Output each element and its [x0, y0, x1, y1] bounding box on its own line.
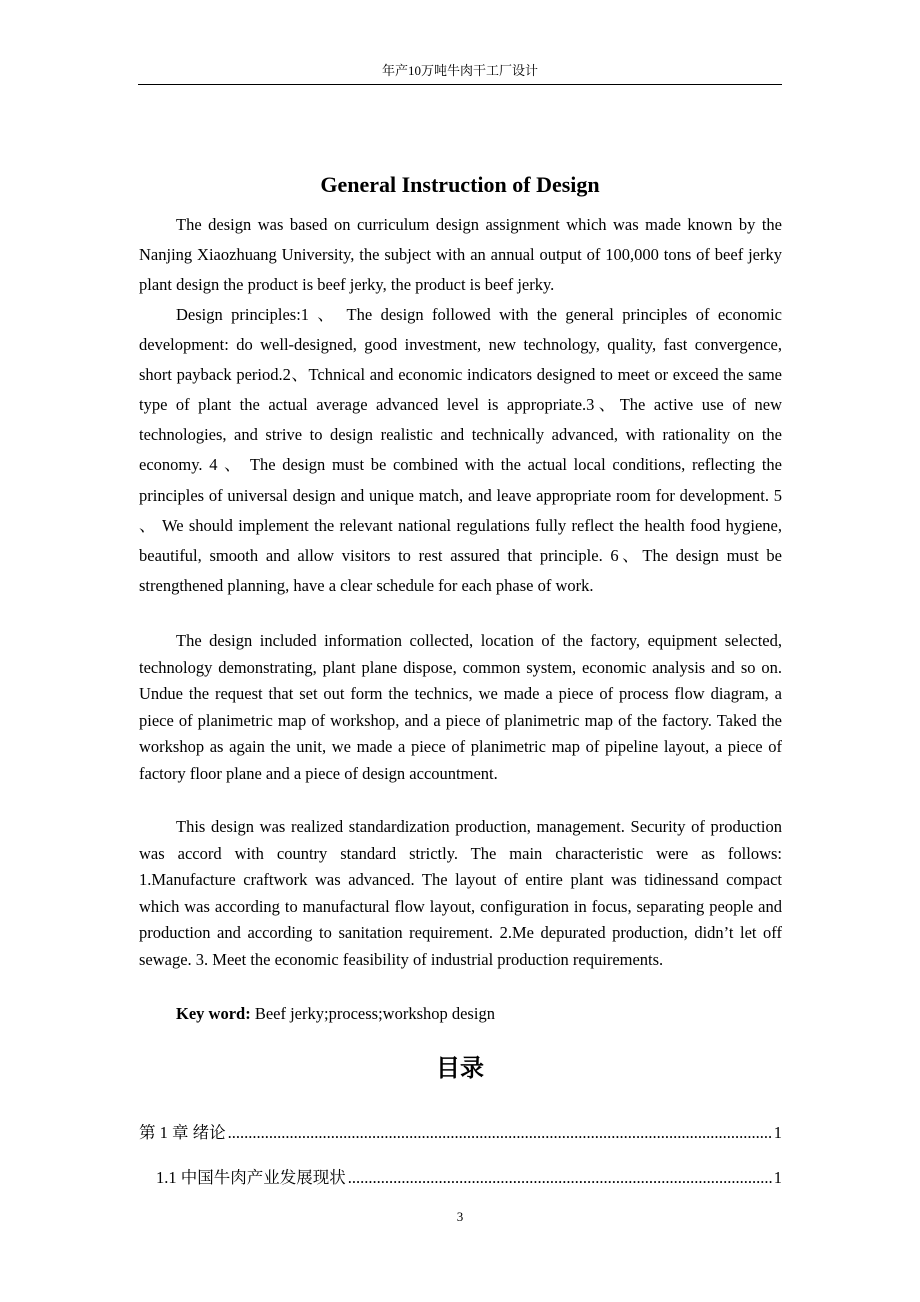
keywords-value: Beef jerky;process;workshop design — [250, 1004, 495, 1023]
toc-entry-chapter-1[interactable] — [139, 1121, 782, 1145]
page-number: 3 — [456, 1209, 464, 1224]
toc-leader-dots — [228, 1121, 772, 1145]
toc-entry-section-1-1[interactable] — [156, 1166, 782, 1190]
running-header: 年产10万吨牛肉干工厂设计 — [381, 63, 538, 78]
abstract-paragraph-3: The design included information collected, location of the factory, equipment selected, technology demonstrating, plant plane dispose, common system, economic analysis and so on. Undue the request that set out form the technics, we made a piece of process flow diagram, a piece of planimetric map of workshop, and a piece of planimetric map of the factory. Taked the workshop as again the unit, we made a piece of planimetric map of pipeline layout, a piece of factory floor plane and a piece of design accountment. — [139, 631, 782, 783]
abstract-title: General Instruction of Design — [320, 172, 600, 197]
toc-entry-page: 1 — [773, 1123, 782, 1142]
toc-entry-label: 第 1 章 绪论 — [139, 1123, 226, 1142]
header-divider — [138, 84, 782, 85]
abstract-paragraph-1: The design was based on curriculum design assignment which was made known by the Nanjing Xiaozhuang University, the subject with an annual output of 100,000 tons of beef jerky plant design the product is beef jerky, the product is beef jerky. — [139, 215, 782, 294]
abstract-paragraph-2: Design principles:1 、 The design followed with the general principles of economic development: do well-designed, good investment, new technology, quality, fast convergence, short payback period.2、Tchnical and economic indicators designed to meet or exceed the same type of plant the actual average advanced level is appropriate.3、The active use of new technologies, and strive to design realistic and technically advanced, with rationality on the economy. 4 、 The design must be combined with the actual local conditions, reflecting the principles of universal design and unique match, and leave appropriate room for development. 5 、 We should implement the relevant national regulations fully reflect the health food hygiene, beautiful, smooth and allow visitors to rest assured that principle. 6、The design must be strengthened planning, have a clear schedule for each phase of work. — [139, 305, 782, 595]
abstract-paragraph-4: This design was realized standardization production, management. Security of production was accord with country standard strictly. The main characteristic were as follows: 1.Manufacture craftwork was advanced. The layout of entire plant was tidinessand compact which was according to manufactural flow layout, configuration in focus, separating people and production and according to sanitation requirement. 2.Me depurated production, didn’t let off sewage. 3. Meet the economic feasibility of industrial production requirements. — [139, 817, 782, 969]
toc-entry-label: 1.1 中国牛肉产业发展现状 — [156, 1168, 346, 1187]
keywords-line — [139, 1001, 782, 1027]
toc-entry-page: 1 — [773, 1168, 782, 1187]
toc-leader-dots — [348, 1166, 772, 1190]
keywords-label: Key word: — [176, 1004, 251, 1023]
toc-title: 目录 — [436, 1056, 484, 1082]
